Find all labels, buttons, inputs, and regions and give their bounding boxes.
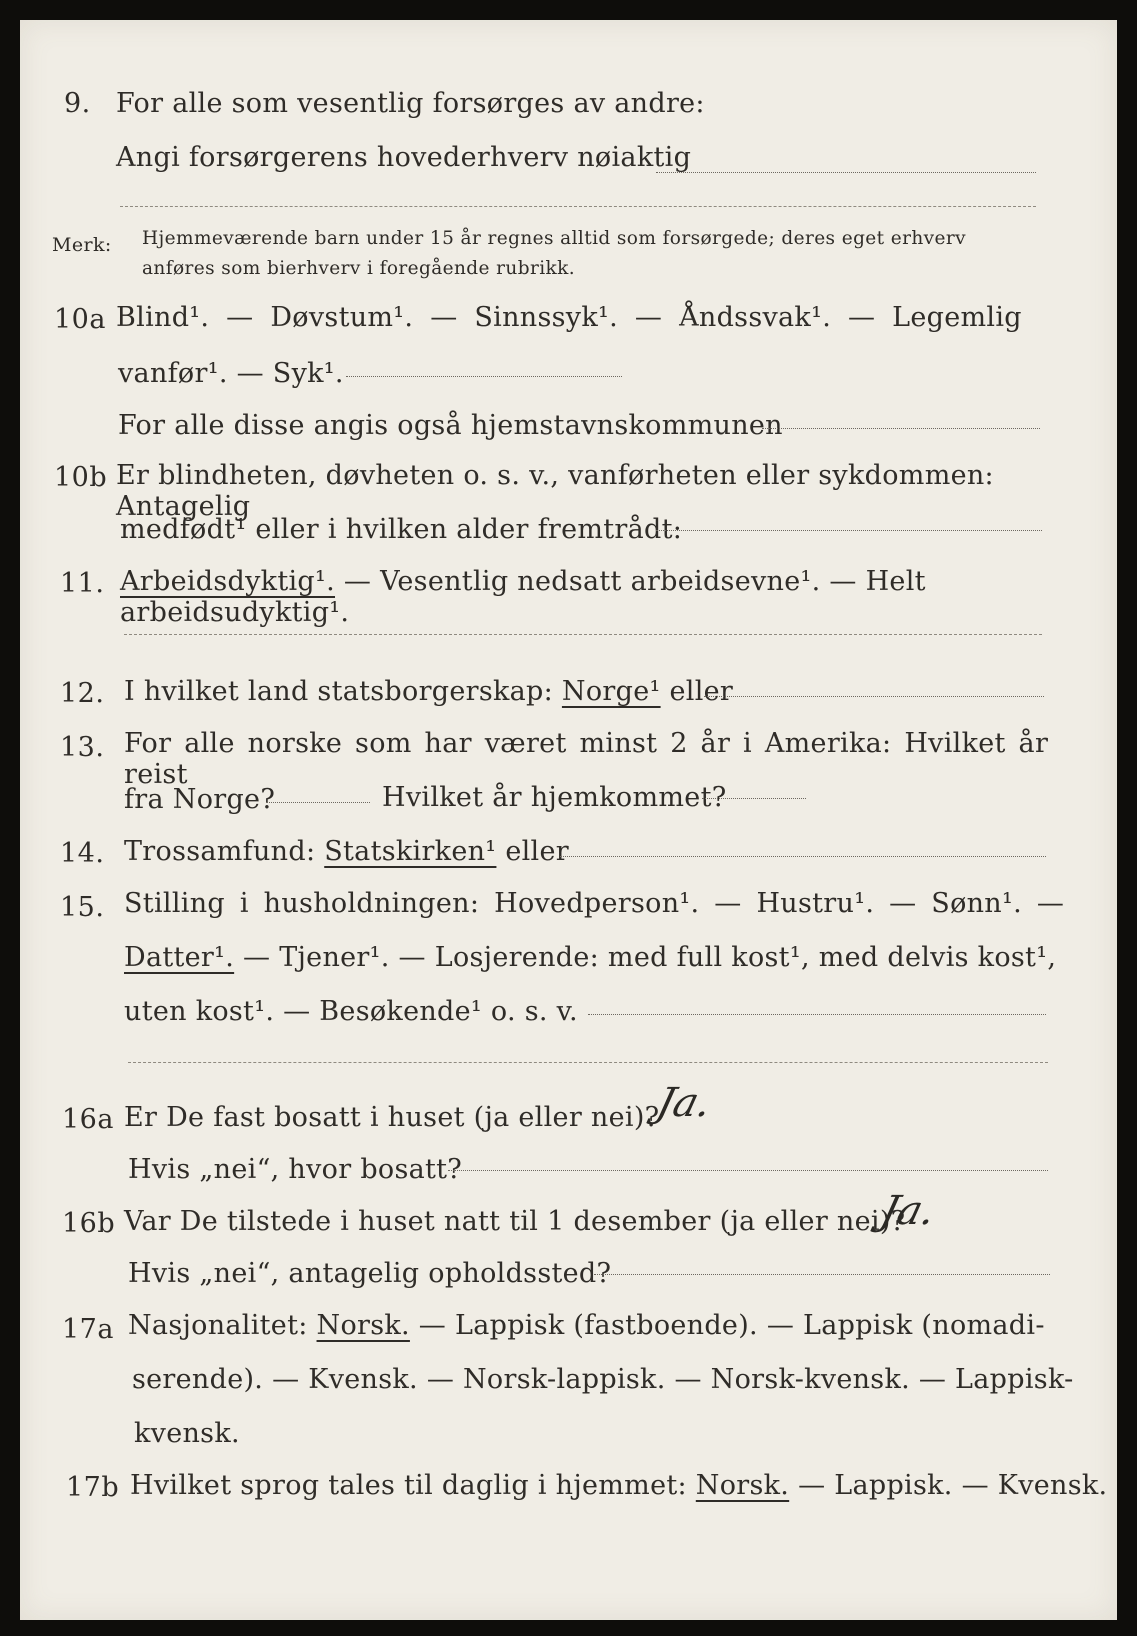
question-10a-line-3: For alle disse angis også hjemstavnskommunen bbox=[118, 410, 783, 441]
question-10a-number: 10a bbox=[54, 304, 106, 335]
question-10a-hometown-line[interactable] bbox=[762, 428, 1040, 429]
question-17a-line-1 bbox=[128, 1310, 1045, 1341]
question-10b-line-2: medfødt¹ eller i hvilken alder fremtrådt: bbox=[120, 514, 683, 545]
question-15-line-3: uten kost¹. — Besøkende¹ o. s. v. bbox=[124, 996, 578, 1027]
question-11-number: 11. bbox=[60, 568, 105, 599]
question-14-text bbox=[124, 836, 569, 867]
question-16b-line-2: Hvis „nei“, antagelig opholdssted? bbox=[128, 1258, 612, 1289]
question-9-number: 9. bbox=[64, 88, 91, 119]
question-9-line-2: Angi forsørgerens hovederhverv nøiaktig bbox=[116, 142, 692, 173]
question-9-answer-line-2[interactable] bbox=[120, 206, 1036, 207]
question-13-line-2a: fra Norge? bbox=[124, 784, 276, 815]
question-12-text bbox=[124, 676, 733, 707]
question-17a-line-2: serende). — Kvensk. — Norsk-lappisk. — Norsk-kvensk. — Lappisk- bbox=[132, 1364, 1074, 1395]
question-16a-answer-line[interactable] bbox=[448, 1170, 1048, 1171]
question-17a-number: 17a bbox=[62, 1314, 114, 1345]
question-11-selected-option[interactable]: Arbeidsdyktig¹. bbox=[120, 566, 336, 597]
question-17a-line-3: kvensk. bbox=[134, 1418, 240, 1449]
question-14-selected-option[interactable]: Statskirken¹ bbox=[324, 836, 497, 867]
question-17b-number: 17b bbox=[66, 1472, 120, 1503]
question-10b-line-1: Er blindheten, døvheten o. s. v., vanførheten eller sykdommen: Antagelig bbox=[116, 460, 994, 522]
question-10a-line-1: Blind¹. — Døvstum¹. — Sinnssyk¹. — Åndssvak¹. — Legemlig bbox=[116, 302, 1022, 333]
question-17a-selected-option[interactable]: Norsk. bbox=[316, 1310, 410, 1341]
note-line-1: Hjemmeværende barn under 15 år regnes alltid som forsørgede; deres eget erhverv bbox=[142, 228, 966, 249]
question-16b-number: 16b bbox=[62, 1208, 116, 1239]
question-13-number: 13. bbox=[60, 732, 105, 763]
question-10b-answer-line[interactable] bbox=[656, 530, 1042, 531]
question-15-number: 15. bbox=[60, 892, 105, 923]
question-15-selected-option[interactable]: Datter¹. bbox=[124, 942, 235, 973]
question-14-label: Trossamfund: bbox=[124, 836, 325, 867]
question-12-number: 12. bbox=[60, 678, 105, 709]
question-17a-line-1-rest: — Lappisk (fastboende). — Lappisk (nomadi- bbox=[409, 1310, 1045, 1341]
question-16a-number: 16a bbox=[62, 1104, 114, 1135]
question-15-line-2-rest: — Tjener¹. — Losjerende: med full kost¹, med delvis kost¹, bbox=[234, 942, 1057, 973]
question-10a-line-2: vanfør¹. — Syk¹. bbox=[118, 358, 344, 389]
question-12-or: eller bbox=[660, 676, 734, 707]
question-13-emigrated-year-line[interactable] bbox=[266, 802, 370, 803]
question-16a-handwritten-answer[interactable]: Ja. bbox=[652, 1080, 717, 1126]
question-14-or: eller bbox=[496, 836, 569, 867]
question-12-answer-line[interactable] bbox=[704, 696, 1044, 697]
question-11-answer-line[interactable] bbox=[124, 634, 1042, 635]
question-12-label: I hvilket land statsborgerskap: bbox=[124, 676, 562, 707]
question-17a-label: Nasjonalitet: bbox=[128, 1310, 317, 1341]
question-16b-answer-line[interactable] bbox=[594, 1274, 1050, 1275]
census-form-page bbox=[20, 20, 1117, 1620]
question-17b-other-options: — Lappisk. — Kvensk. bbox=[789, 1470, 1108, 1501]
question-16b-handwritten-answer[interactable]: Ja. bbox=[876, 1188, 941, 1234]
question-15-line-2 bbox=[124, 942, 1056, 973]
question-10b-number: 10b bbox=[54, 462, 108, 493]
question-17b-text bbox=[130, 1470, 1107, 1501]
question-17b-label: Hvilket sprog tales til daglig i hjemmet: bbox=[130, 1470, 696, 1501]
question-16b-line-1: Var De tilstede i huset natt til 1 desember (ja eller nei)? bbox=[124, 1206, 906, 1237]
question-14-number: 14. bbox=[60, 838, 105, 869]
question-16a-line-2: Hvis „nei“, hvor bosatt? bbox=[128, 1154, 463, 1185]
question-15-line-1: Stilling i husholdningen: Hovedperson¹. — Hustru¹. — Sønn¹. — bbox=[124, 888, 1065, 919]
question-17b-selected-option[interactable]: Norsk. bbox=[695, 1470, 790, 1501]
question-13-line-1: For alle norske som har været minst 2 år i Amerika: Hvilket år reist bbox=[124, 728, 1049, 790]
question-11-other-options: — Vesentlig nedsatt arbeidsevne¹. — Helt arbeidsudyktig¹. bbox=[120, 566, 926, 628]
question-11-text bbox=[120, 566, 1117, 628]
question-12-selected-option[interactable]: Norge¹ bbox=[561, 676, 661, 707]
question-16a-line-1: Er De fast bosatt i huset (ja eller nei)? bbox=[124, 1102, 660, 1133]
question-9-line-1: For alle som vesentlig forsørges av andre: bbox=[116, 88, 705, 119]
question-15-answer-line-2[interactable] bbox=[128, 1062, 1048, 1063]
question-14-answer-line[interactable] bbox=[560, 856, 1046, 857]
question-13-line-2b: Hvilket år hjemkommet? bbox=[382, 782, 727, 813]
note-label: Merk: bbox=[52, 234, 112, 256]
question-15-answer-line[interactable] bbox=[588, 1014, 1046, 1015]
question-10a-answer-line[interactable] bbox=[346, 376, 622, 377]
question-9-answer-line[interactable] bbox=[656, 172, 1036, 173]
question-13-returned-year-line[interactable] bbox=[702, 798, 806, 799]
note-line-2: anføres som bierhverv i foregående rubrikk. bbox=[142, 258, 576, 279]
